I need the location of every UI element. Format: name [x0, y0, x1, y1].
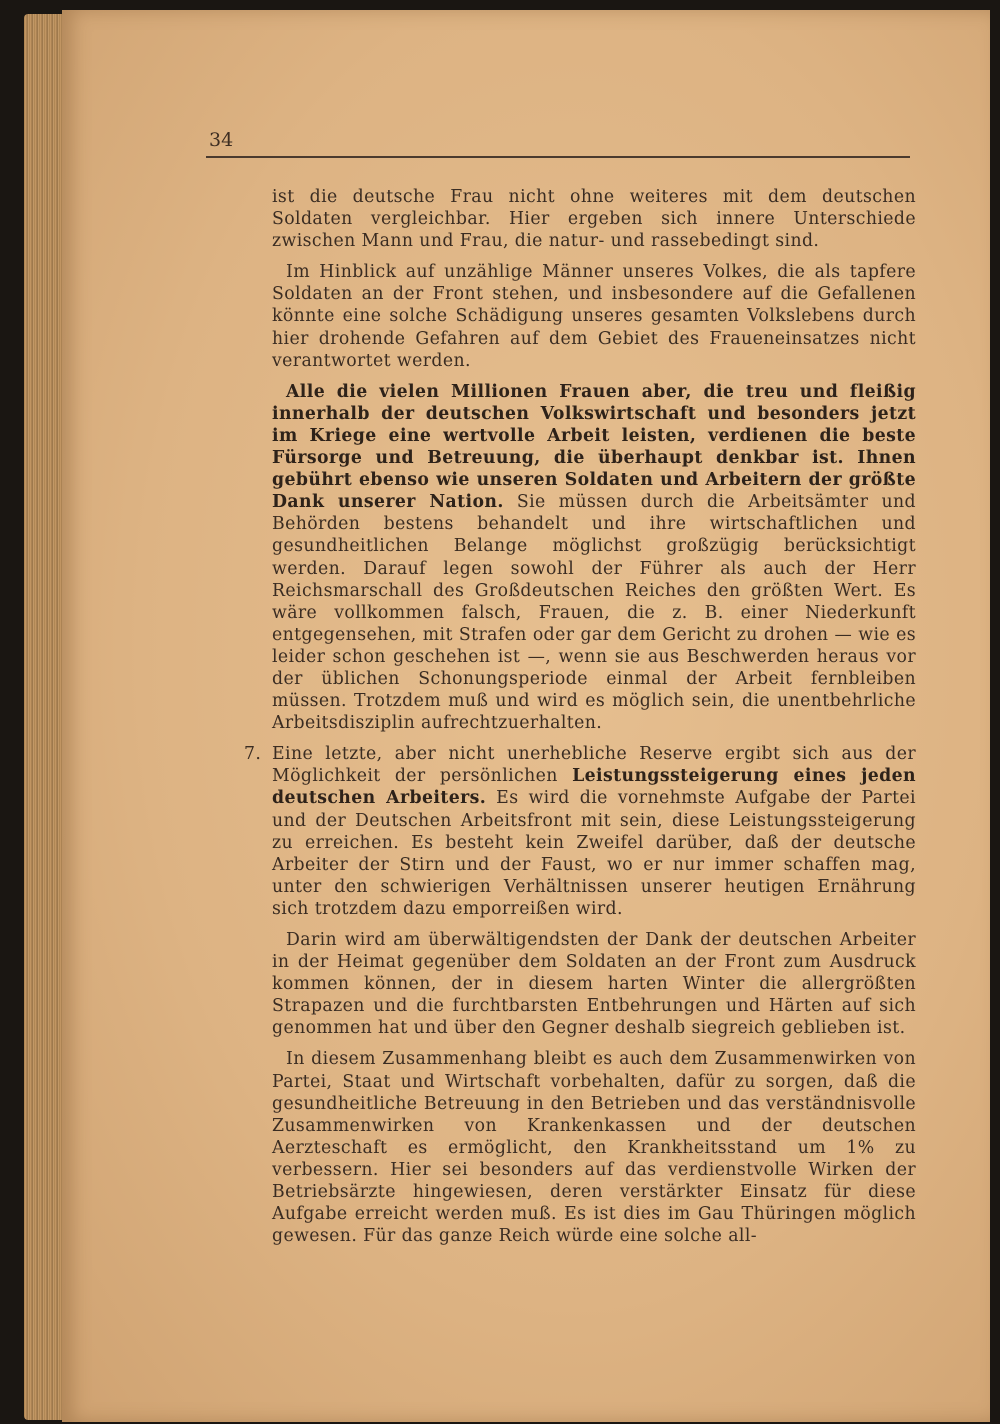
page-number: 34: [209, 129, 234, 151]
text-segment: ist die deutsche Frau nicht ohne weiteres mit dem deutschen Soldaten vergleichbar. Hier ergeben sich innere Unterschiede zwischen Mann und Frau, die natur- und rassebedingt sind.: [272, 187, 916, 252]
bold-segment: Alle die vielen Millionen Frauen aber, die treu und fleißig innerhalb der deutschen Volkswirtschaft und besonders jetzt im Kriege eine wertvolle Arbeit leisten, verdienen die beste Fürsorge und Betreuung, die überhaupt denkbar ist. Ihnen gebührt ebenso wie unseren Soldaten und Arbeitern der größte Dank unserer Nation.: [272, 381, 916, 513]
paragraph-1: [272, 186, 916, 252]
bold-segment: Leistungssteigerung eines jeden deutschen Arbeiters.: [272, 766, 916, 809]
paragraph-2: [272, 261, 916, 371]
text-segment: Eine letzte, aber nicht unerhebliche Reserve ergibt sich aus der Möglichkeit der persönlichen: [272, 744, 916, 787]
page-body: [244, 186, 916, 1256]
text-segment: Sie müssen durch die Arbeitsämter und Behörden bestens behandelt und ihre wirtschaftlichen und gesundheitlichen Belange möglichst großzügig berücksichtigt werden. Darauf legen sowohl der Führer als auch der Herr Reichsmarschall des Großdeutschen Reiches den größten Wert. Es wäre vollkommen falsch, Frauen, die z. B. einer Niederkunft entgegensehen, mit Strafen oder gar dem Gericht zu drohen — wie es leider schon geschehen ist —, wenn sie aus Beschwerden heraus vor der üblichen Schonungsperiode einmal der Arbeit fernbleiben müssen. Trotzdem muß und wird es möglich sein, die unentbehrliche Arbeitsdisziplin aufrechtzuerhalten.: [272, 492, 916, 734]
text-segment: Im Hinblick auf unzählige Männer unseres Volkes, die als tapfere Soldaten an der Front stehen, und insbesondere auf die Gefallenen könnte eine solche Schädigung unseres gesamten Volkslebens durch hier drohende Gefahren auf dem Gebiet des Fraueneinsatzes nicht verantwortet werden.: [272, 262, 916, 371]
paragraph-6: [272, 1048, 916, 1247]
text-segment: Darin wird am überwältigendsten der Dank der deutschen Arbeiter in der Heimat gegenüber dem Soldaten an der Front zum Ausdruck kommen können, der in diesem harten Winter die allergrößten Strapazen und die furchtbarsten Entbehrungen und Härten auf sich genommen hat und über den Gegner deshalb siegreich geblieben ist.: [272, 930, 916, 1039]
text-segment: Es wird die vornehmste Aufgabe der Partei und der Deutschen Arbeitsfront mit sein, diese Leistungssteigerung zu erreichen. Es besteht kein Zweifel darüber, daß der deutsche Arbeiter der Stirn und der Faust, wo er nur immer schaffen mag, unter den schwierigen Verhältnissen unserer heutigen Ernährung sich trotzdem dazu emporreißen wird.: [272, 788, 916, 919]
header-rule: [206, 156, 910, 158]
paragraph-5: [272, 929, 916, 1039]
list-number: 7.: [244, 744, 262, 765]
paragraph-4-numbered: [244, 743, 916, 920]
text-segment: In diesem Zusammenhang bleibt es auch dem Zusammenwirken von Partei, Staat und Wirtschaft vorbehalten, dafür zu sorgen, daß die gesundheitliche Betreuung in den Betrieben und das verständnisvolle Zusammenwirken von Krankenkassen und der deutschen Aerzteschaft es ermöglicht, den Krankheitsstand um 1% zu verbessern. Hier sei besonders auf das verdienstvolle Wirken der Betriebsärzte hingewiesen, deren verstärkter Einsatz für diese Aufgabe erreicht werden muß. Es ist dies im Gau Thüringen möglich gewesen. Für das ganze Reich würde eine solche all-: [272, 1049, 916, 1247]
paragraph-3: [272, 381, 916, 735]
